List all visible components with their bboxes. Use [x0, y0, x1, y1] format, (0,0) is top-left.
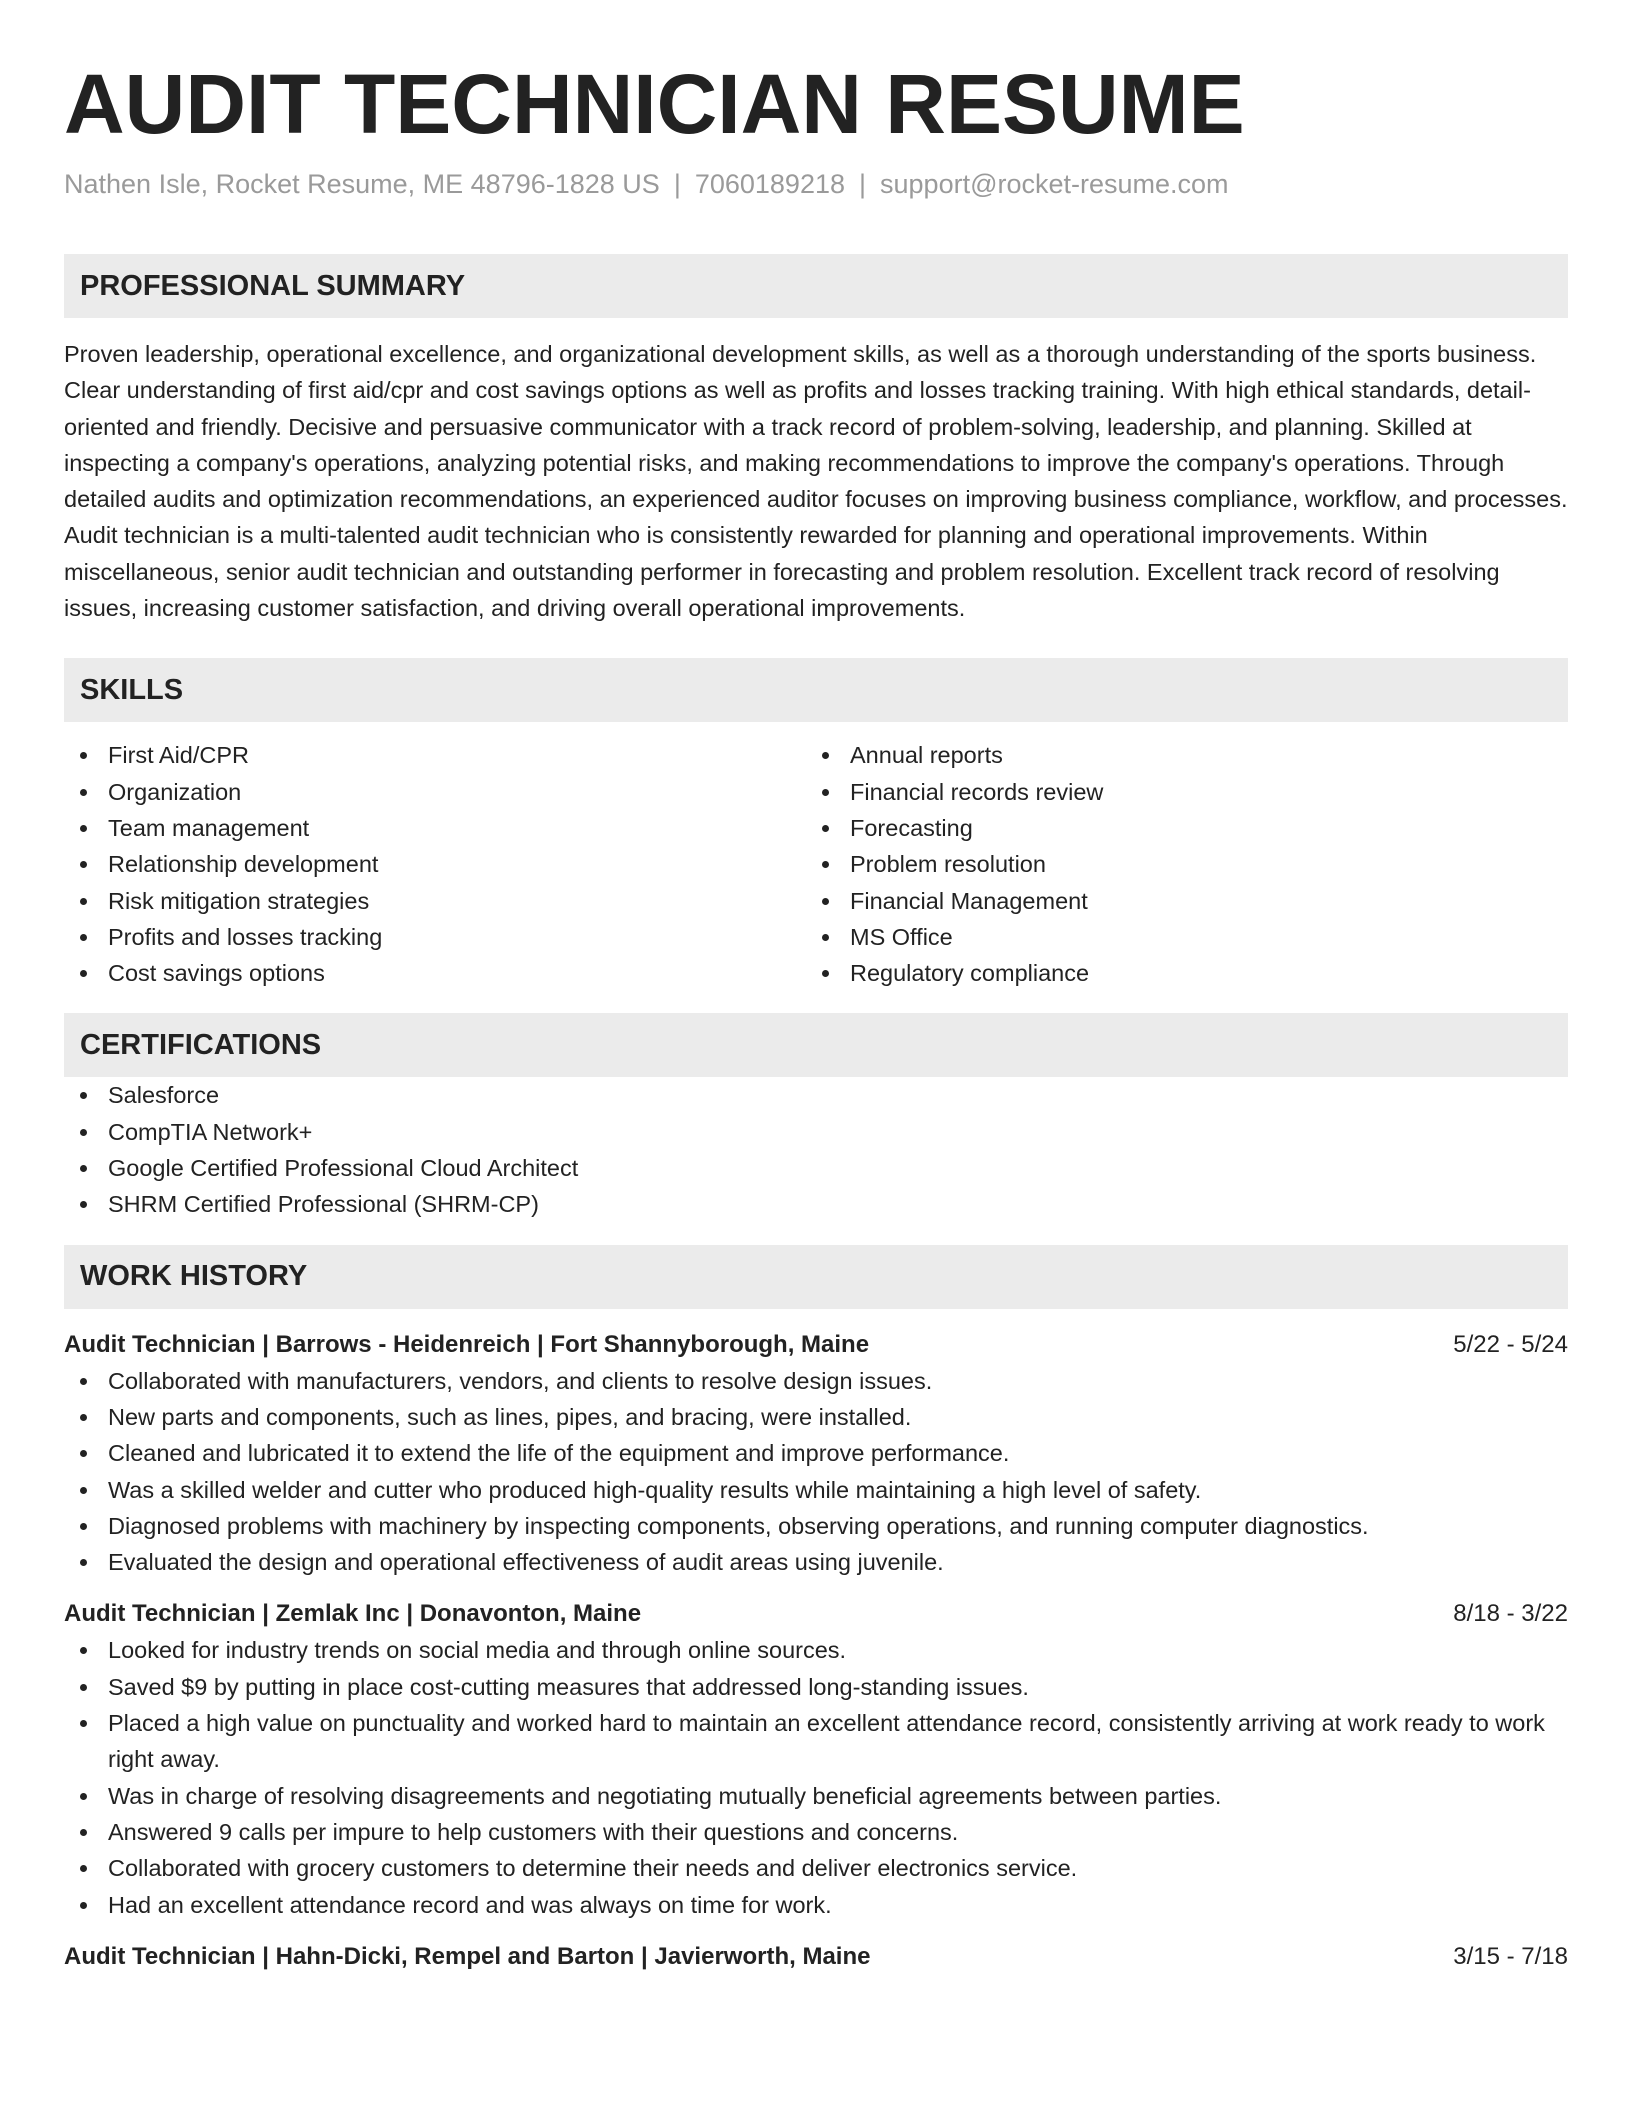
certification-item: Google Certified Professional Cloud Architect — [64, 1150, 1568, 1186]
job-bullet-list — [64, 1632, 1568, 1922]
job-bullet: Saved $9 by putting in place cost-cutting measures that addressed long-standing issues. — [64, 1669, 1568, 1705]
skill-item: Financial Management — [806, 883, 1548, 919]
contact-email: support@rocket-resume.com — [880, 169, 1229, 199]
job-header — [64, 1327, 1568, 1363]
skills-column-left — [64, 737, 806, 991]
skill-item: Team management — [64, 810, 806, 846]
skill-item: Cost savings options — [64, 955, 806, 991]
job-bullet: Was a skilled welder and cutter who produced high-quality results while maintaining a high level of safety. — [64, 1472, 1568, 1508]
contact-phone: 7060189218 — [694, 169, 845, 199]
job-title: Audit Technician | Zemlak Inc | Donavonton, Maine — [64, 1600, 642, 1628]
skill-item: MS Office — [806, 919, 1548, 955]
skill-item: Financial records review — [806, 774, 1548, 810]
job-bullet: Placed a high value on punctuality and worked hard to maintain an excellent attendance record, consistently arriving at work ready to work right away. — [64, 1705, 1568, 1778]
job-dates: 8/18 - 3/22 — [1453, 1600, 1568, 1628]
contact-line — [64, 166, 1568, 202]
certification-item: CompTIA Network+ — [64, 1114, 1568, 1150]
contact-separator: | — [673, 169, 681, 199]
job-header — [64, 1939, 1568, 1975]
skill-item: Profits and losses tracking — [64, 919, 806, 955]
contact-address: Nathen Isle, Rocket Resume, ME 48796-1828 US — [64, 169, 660, 199]
job-bullet: Evaluated the design and operational effectiveness of audit areas using juvenile. — [64, 1544, 1568, 1580]
skill-item: Regulatory compliance — [806, 955, 1548, 991]
resume-title: AUDIT TECHNICIAN RESUME — [64, 57, 1245, 151]
section-heading: PROFESSIONAL SUMMARY — [80, 269, 466, 302]
summary-paragraph: Proven leadership, operational excellence, and organizational development skills, as well as a thorough understanding of the sports business. Clear understanding of first aid/cpr and cost savings options as well as profits and losses tracking training. With high ethical standards, detail-oriented and friendly. Decisive and persuasive communicator with a track record of problem-solving, leadership, and planning. Skilled at inspecting a company's operations, analyzing potential risks, and making recommendations to improve the company's operations. Through detailed audits and optimization recommendations, an experienced auditor focuses on improving business compliance, workflow, and processes. Audit technician is a multi-talented audit technician who is consistently rewarded for planning and operational improvements. Within miscellaneous, senior audit technician and outstanding performer in forecasting and problem resolution. Excellent track record of resolving issues, increasing customer satisfaction, and driving overall operational improvements. — [64, 341, 1568, 622]
certification-item: Salesforce — [64, 1077, 1568, 1113]
skill-item: Problem resolution — [806, 846, 1548, 882]
section-heading: WORK HISTORY — [80, 1260, 308, 1293]
section-header-certifications — [64, 1013, 1568, 1077]
skills-grid — [64, 737, 1568, 991]
skills-list-right — [806, 737, 1548, 991]
job-dates: 5/22 - 5/24 — [1453, 1330, 1568, 1358]
skill-item: Forecasting — [806, 810, 1548, 846]
certification-item: SHRM Certified Professional (SHRM-CP) — [64, 1186, 1568, 1222]
skill-item: Annual reports — [806, 737, 1548, 773]
job-bullet: Collaborated with manufacturers, vendors, and clients to resolve design issues. — [64, 1363, 1568, 1399]
skill-item: First Aid/CPR — [64, 737, 806, 773]
skills-column-right — [806, 737, 1548, 991]
job-title: Audit Technician | Hahn-Dicki, Rempel and Barton | Javierworth, Maine — [64, 1942, 871, 1970]
job-bullet: New parts and components, such as lines, pipes, and bracing, were installed. — [64, 1399, 1568, 1435]
certifications-list — [64, 1077, 1568, 1222]
job-entry — [64, 1596, 1568, 1922]
section-heading: CERTIFICATIONS — [80, 1028, 322, 1061]
job-header — [64, 1596, 1568, 1632]
skill-item: Organization — [64, 774, 806, 810]
job-entry — [64, 1939, 1568, 1975]
job-dates: 3/15 - 7/18 — [1453, 1942, 1568, 1970]
skill-item: Relationship development — [64, 846, 806, 882]
job-bullet: Cleaned and lubricated it to extend the life of the equipment and improve performance. — [64, 1435, 1568, 1471]
section-heading: SKILLS — [80, 673, 184, 706]
resume-page — [64, 0, 1568, 1975]
job-bullet: Looked for industry trends on social media and through online sources. — [64, 1632, 1568, 1668]
job-bullet: Collaborated with grocery customers to determine their needs and deliver electronics service. — [64, 1850, 1568, 1886]
skill-item: Risk mitigation strategies — [64, 883, 806, 919]
job-bullet: Answered 9 calls per impure to help customers with their questions and concerns. — [64, 1814, 1568, 1850]
job-bullet: Diagnosed problems with machinery by inspecting components, observing operations, and running computer diagnostics. — [64, 1508, 1568, 1544]
section-header-skills — [64, 658, 1568, 722]
section-header-summary — [64, 254, 1568, 318]
section-header-work-history — [64, 1245, 1568, 1309]
job-entry — [64, 1327, 1568, 1581]
job-bullet: Was in charge of resolving disagreements and negotiating mutually beneficial agreements between parties. — [64, 1778, 1568, 1814]
job-bullet-list — [64, 1363, 1568, 1581]
job-bullet: Had an excellent attendance record and was always on time for work. — [64, 1887, 1568, 1923]
contact-separator: | — [859, 169, 867, 199]
skills-list-left — [64, 737, 806, 991]
job-title: Audit Technician | Barrows - Heidenreich | Fort Shannyborough, Maine — [64, 1330, 870, 1358]
